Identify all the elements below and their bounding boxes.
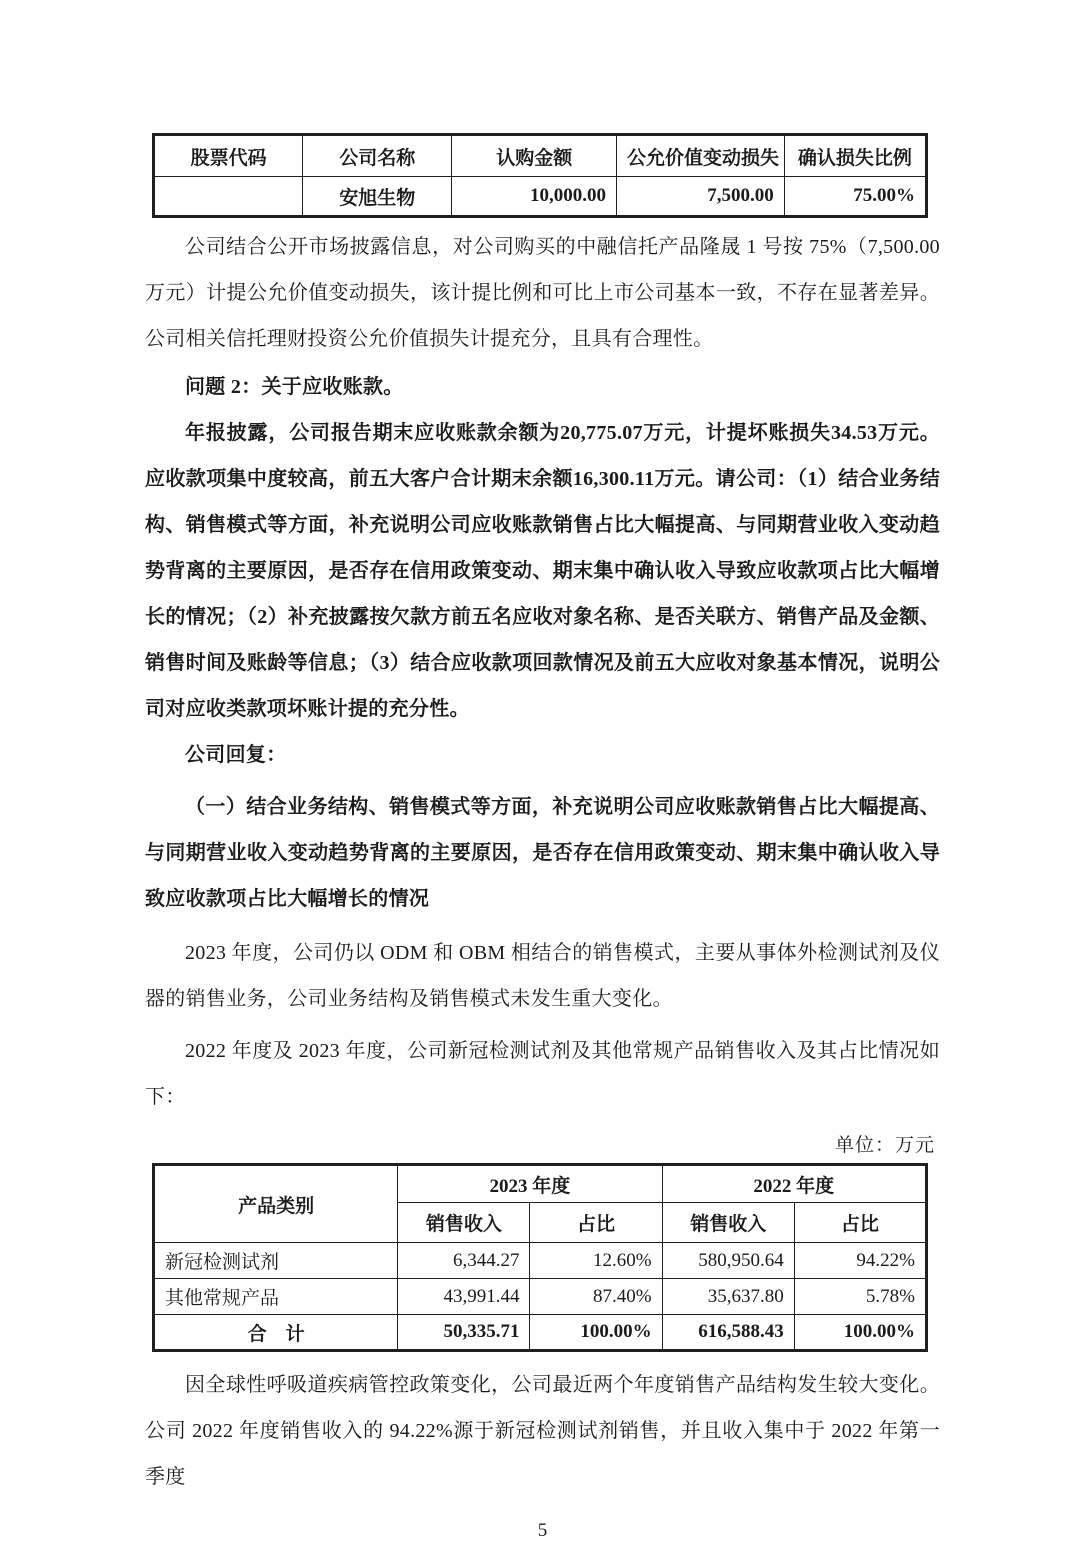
trust-loss-table: [152, 133, 928, 218]
header-company-name: 公司名称: [303, 135, 452, 177]
revenue-year-header-row: [154, 1165, 927, 1203]
cell-company-name: 安旭生物: [303, 177, 452, 217]
table-row-covid-reagents: [154, 1243, 927, 1279]
unit-label: 单位：万元: [834, 1135, 935, 1156]
table-row-regular-products: [154, 1279, 927, 1315]
cell-total-pct-2023: 100.00%: [530, 1315, 662, 1351]
cell-pct-2023: 12.60%: [530, 1243, 662, 1279]
cell-rev-2022: 35,637.80: [662, 1279, 794, 1315]
paragraph-structure-change: 因全球性呼吸道疾病管控政策变化，公司最近两个年度销售产品结构发生较大变化。公司 2022 年度销售收入的 94.22%源于新冠检测试剂销售，并且收入集中于 2022 年第一季度: [145, 1374, 940, 1488]
paragraph-trust-provision: 公司结合公开市场披露信息，对公司购买的中融信托产品隆晟 1 号按 75%（7,500.00 万元）计提公允价值变动损失，该计提比例和可比上市公司基本一致，不存在显著差异。公司相关信托理财投资公允价值损失计提充分，且具有合理性。: [145, 236, 940, 350]
cell-pct-2022: 94.22%: [794, 1243, 926, 1279]
table-row-total: [154, 1315, 927, 1351]
cell-product-name: 其他常规产品: [154, 1279, 398, 1315]
paragraph-business-model: 2023 年度，公司仍以 ODM 和 OBM 相结合的销售模式，主要从事体外检测试剂及仪器的销售业务，公司业务结构及销售模式未发生重大变化。: [145, 942, 940, 1010]
cell-pct-2022: 5.78%: [794, 1279, 926, 1315]
header-revenue-2023: 销售收入: [398, 1203, 530, 1243]
cell-rev-2023: 43,991.44: [398, 1279, 530, 1315]
cell-fair-value-loss: 7,500.00: [617, 177, 785, 217]
cell-product-name: 新冠检测试剂: [154, 1243, 398, 1279]
cell-subscription-amount: 10,000.00: [452, 177, 617, 217]
trust-loss-header-row: [154, 135, 927, 177]
cell-rev-2023: 6,344.27: [398, 1243, 530, 1279]
header-loss-ratio: 确认损失比例: [784, 135, 926, 177]
cell-total-rev-2022: 616,588.43: [662, 1315, 794, 1351]
question-2-title: 问题 2：关于应收账款。: [185, 376, 404, 398]
header-revenue-2022: 销售收入: [662, 1203, 794, 1243]
header-year-2023: 2023 年度: [398, 1165, 662, 1203]
cell-total-label: 合 计: [154, 1315, 398, 1351]
cell-pct-2023: 87.40%: [530, 1279, 662, 1315]
header-fair-value-loss: 公允价值变动损失: [617, 135, 785, 177]
section-1-title: （一）结合业务结构、销售模式等方面，补充说明公司应收账款销售占比大幅提高、与同期营业收入变动趋势背离的主要原因，是否存在信用政策变动、期末集中确认收入导致应收款项占比大幅增长的情况: [145, 796, 940, 910]
cell-total-pct-2022: 100.00%: [794, 1315, 926, 1351]
header-stock-code: 股票代码: [154, 135, 303, 177]
header-share-2022: 占比: [794, 1203, 926, 1243]
cell-total-rev-2023: 50,335.71: [398, 1315, 530, 1351]
cell-stock-code: [154, 177, 303, 217]
question-2-body: 年报披露，公司报告期末应收账款余额为20,775.07万元，计提坏账损失34.53万元。应收款项集中度较高，前五大客户合计期末余额16,300.11万元。请公司：（1）结合业务结构、销售模式等方面，补充说明公司应收账款销售占比大幅提高、与同期营业收入变动趋势背离的主要原因，是否存在信用政策变动、期末集中确认收入导致应收款项占比大幅增长的情况；（2）补充披露按欠款方前五名应收对象名称、是否关联方、销售产品及金额、销售时间及账龄等信息；（3）结合应收款项回款情况及前五大应收对象基本情况，说明公司对应收类款项坏账计提的充分性。: [145, 422, 940, 720]
revenue-breakdown-table: [152, 1163, 928, 1352]
header-product-category: 产品类别: [154, 1165, 398, 1243]
company-reply-label: 公司回复：: [185, 744, 287, 766]
header-year-2022: 2022 年度: [662, 1165, 926, 1203]
header-subscription-amount: 认购金额: [452, 135, 617, 177]
page-number: 5: [537, 1520, 548, 1541]
header-share-2023: 占比: [530, 1203, 662, 1243]
cell-rev-2022: 580,950.64: [662, 1243, 794, 1279]
trust-loss-data-row: [154, 177, 927, 217]
paragraph-revenue-intro: 2022 年度及 2023 年度，公司新冠检测试剂及其他常规产品销售收入及其占比情况如下：: [145, 1040, 940, 1108]
cell-loss-ratio: 75.00%: [784, 177, 926, 217]
